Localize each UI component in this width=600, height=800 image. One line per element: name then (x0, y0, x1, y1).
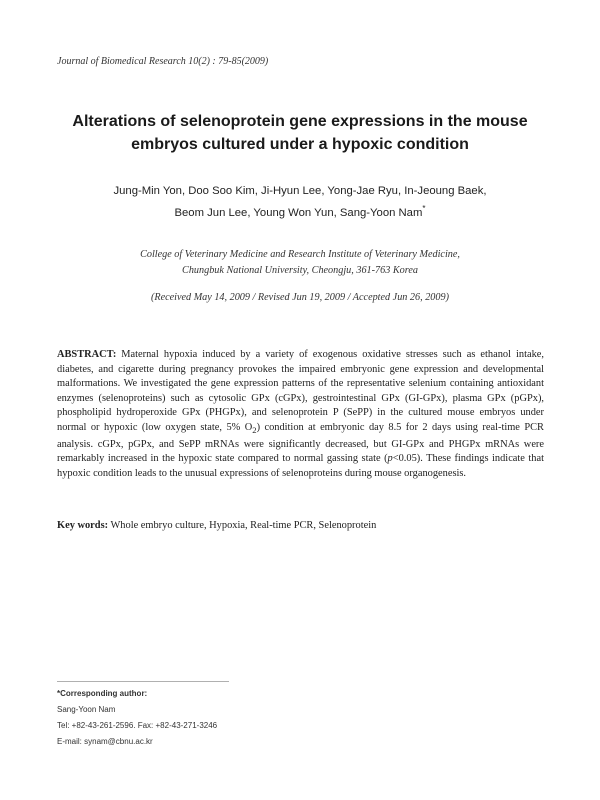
affiliation-line-1: College of Veterinary Medicine and Research Institute of Veterinary Medicine, (140, 249, 460, 260)
abstract (57, 348, 544, 481)
paper-title (40, 110, 560, 156)
journal-citation: Journal of Biomedical Research 10(2) : 79-85(2009) (57, 56, 269, 67)
affiliation-line-2: Chungbuk National University, Cheongju, 361-763 Korea (182, 265, 418, 276)
abstract-subscript: 2 (252, 425, 257, 436)
corresponding-heading: *Corresponding author: (57, 689, 148, 698)
corresponding-email: E-mail: synam@cbnu.ac.kr (57, 737, 153, 746)
abstract-text-1: Maternal hypoxia induced by a variety of exogenous oxidative stresses such as ethanol intake, diabetes, and cigarette during pregnancy provokes the impaired embryonic gene expression and developmental malformations. We investigated the gene expression patterns of the representative selenium containing antioxidant enzymes (selenoproteins) such as cytosolic GPx (cGPx), gestrointestinal GPx (GI-GPx), plasma GPx (pGPx), phospholipid hydroperoxide GPx (PHGPx), and selenoprotein P (SePP) in the cultured mouse embryos under normal or hypoxic (low oxygen state, 5% O (57, 349, 544, 433)
footnote-divider (57, 681, 229, 682)
received-dates: (Received May 14, 2009 / Revised Jun 19, 2009 / Accepted Jun 26, 2009) (151, 292, 449, 303)
title-line-2: embryos cultured under a hypoxic condition (131, 136, 469, 153)
title-line-1: Alterations of selenoprotein gene expressions in the mouse (72, 113, 528, 130)
corresponding-author-block (57, 686, 217, 750)
author-list (40, 183, 560, 222)
authors-line-2-text: Beom Jun Lee, Young Won Yun, Sang-Yoon Nam (174, 206, 423, 219)
authors-line-2 (40, 200, 560, 222)
keywords-text: Whole embryo culture, Hypoxia, Real-time PCR, Selenoprotein (108, 520, 377, 531)
abstract-text-3: <0.05). These findings indicate that hypoxic condition leads to the unusual expressions of selenoproteins during mouse organogenesis. (57, 453, 544, 479)
abstract-label: ABSTRACT: (57, 349, 117, 360)
corresponding-name: Sang-Yoon Nam (57, 705, 116, 714)
authors-line-1: Jung-Min Yon, Doo Soo Kim, Ji-Hyun Lee, Yong-Jae Ryu, In-Jeoung Baek, (113, 185, 487, 197)
keywords (57, 520, 544, 531)
abstract-p-symbol: p (387, 453, 393, 465)
corresponding-marker: * (422, 204, 426, 213)
affiliation (40, 247, 560, 279)
keywords-label: Key words: (57, 520, 109, 531)
corresponding-phone: Tel: +82-43-261-2596. Fax: +82-43-271-3246 (57, 721, 218, 730)
abstract-text-2: ) condition at embryonic day 8.5 for 2 days using real-time PCR analysis. cGPx, pGPx, and SePP mRNAs were significantly decreased, but GI-GPx and PHGPx mRNAs were remarkably increased in the hypoxic state compared to normal gassing state ( (57, 421, 544, 465)
